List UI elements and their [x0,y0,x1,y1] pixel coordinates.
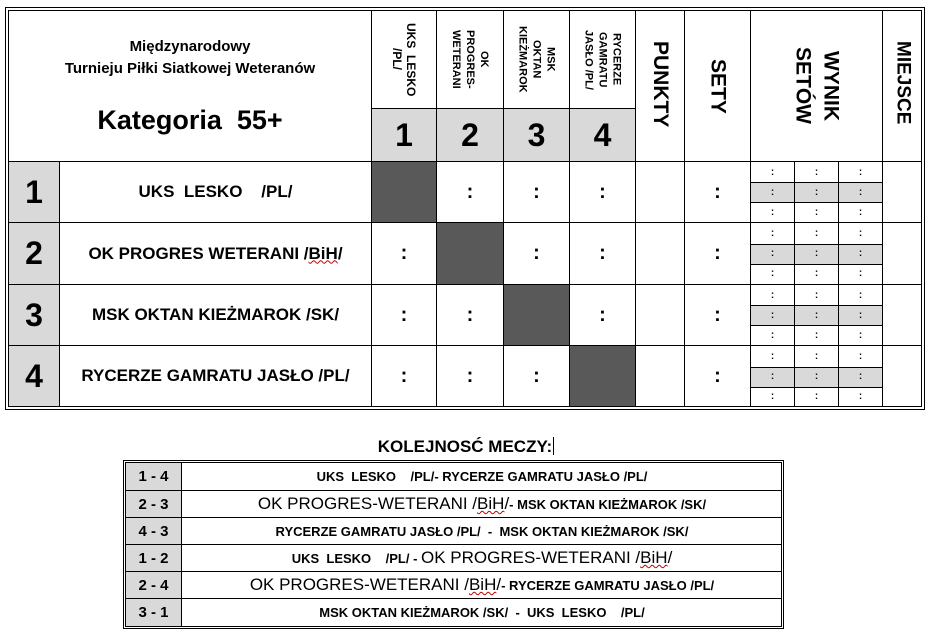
set-score-cell: : [770,370,775,382]
column-number-3: 3 [527,116,546,153]
set-results-header: WYNIK SETÓW [791,47,843,124]
place-header: MIEJSCE [892,41,914,125]
sets-cell: : [714,180,721,203]
row-number-4: 4 [25,357,43,394]
set-score-cell: : [770,186,775,198]
score-cell: : [599,303,606,326]
match-4: UKS LESKO /PL/ - OK PROGRES-WETERANI /BiH/ [291,548,673,567]
set-score-cell: : [814,329,819,341]
set-score-cell: : [814,166,819,178]
row-team-3: MSK OKTAN KIEŻMAROK /SK/ [91,305,340,324]
match-pair-1: 1 - 4 [138,468,169,485]
set-score-cell: : [770,247,775,259]
set-score-cell: : [814,350,819,362]
match-1: UKS LESKO /PL/ - RYCERZE GAMRATU JASŁO /PL/ [316,469,648,484]
row-number-3: 3 [25,296,43,333]
set-score-cell: : [858,350,863,362]
match-pair-2: 2 - 3 [138,495,169,513]
set-score-cell: : [858,309,863,321]
score-cell: : [599,180,606,203]
column-number-4: 4 [593,116,612,153]
set-score-cell: : [770,350,775,362]
set-score-cell: : [814,390,819,402]
set-score-cell: : [770,227,775,239]
set-score-cell: : [814,267,819,279]
column-number-2: 2 [461,116,479,153]
diagonal-cell-4 [570,346,635,406]
match-pair-5: 2 - 4 [138,576,169,594]
row-number-1: 1 [25,173,43,210]
set-score-cell: : [814,186,819,198]
column-number-1: 1 [395,116,413,153]
set-score-cell: : [858,267,863,279]
title-line-1: Międzynarodowy [129,38,251,55]
sets-header: SETY [706,59,730,114]
column-team-1: UKS LESKO /PL/ [390,22,418,97]
diagonal-cell-3 [504,285,569,345]
row-team-1: UKS LESKO /PL/ [138,182,293,201]
set-score-cell: : [858,247,863,259]
sets-cell: : [714,303,721,326]
set-score-cell: : [770,329,775,341]
set-score-cell: : [814,206,819,218]
category-label: Kategoria 55+ [97,104,283,135]
set-score-cell: : [770,206,775,218]
sets-cell: : [714,242,721,264]
column-team-3: MSK OKTAN KIEŻMAROK [516,26,557,93]
diagonal-cell-2 [437,223,503,284]
match-3: RYCERZE GAMRATU JASŁO /PL/ - MSK OKTAN KIEŻMAROK /SK/ [275,523,689,539]
match-5: OK PROGRES-WETERANI /BiH/ - RYCERZE GAMRATU JASŁO /PL/ [249,575,715,594]
row-number-2: 2 [25,235,43,271]
set-score-cell: : [858,390,863,402]
match-6: MSK OKTAN KIEŻMAROK /SK/ - UKS LESKO /PL/ [319,605,645,620]
match-pair-4: 1 - 2 [138,549,169,567]
column-team-4: RYCERZE GAMRATU JASŁO /PL/ [582,29,623,90]
set-score-cell: : [770,309,775,321]
column-team-2: OK PROGRES- WETERANI [450,30,490,89]
points-header: PUNKTY [649,41,672,128]
schedule-title: KOLEJNOSĆ MECZY: [377,437,553,456]
set-score-cell: : [770,289,775,301]
set-score-cell: : [814,370,819,382]
score-cell: : [400,303,408,326]
set-score-cell: : [858,329,863,341]
title-line-2: Turnieju Piłki Siatkowej Weteranów [64,60,316,77]
set-score-cell: : [858,227,863,239]
diagonal-cell-1 [372,162,436,222]
set-score-cell: : [770,267,775,279]
set-score-cell: : [770,390,775,402]
set-score-cell: : [814,289,819,301]
row-team-2: OK PROGRES WETERANI / BiH / [88,243,343,263]
set-score-cell: : [814,309,819,321]
match-pair-3: 4 - 3 [138,522,169,540]
set-score-cell: : [814,227,819,239]
row-team-4: RYCERZE GAMRATU JASŁO /PL/ [81,366,350,385]
sets-cell: : [714,364,721,387]
match-pair-6: 3 - 1 [138,604,169,621]
tournament-title [9,36,371,80]
score-cell: : [533,180,540,203]
score-cell: : [466,303,474,326]
set-score-cell: : [814,247,819,259]
score-cell: : [466,180,474,203]
set-score-cell: : [858,370,863,382]
set-score-cell: : [858,206,863,218]
score-cell: : [533,364,540,387]
set-score-cell: : [858,186,863,198]
set-score-cell: : [858,289,863,301]
score-cell: : [400,364,408,387]
score-cell: : [466,364,474,387]
set-score-cell: : [770,166,775,178]
score-cell: : [533,242,540,264]
match-2: OK PROGRES-WETERANI /BiH/ - MSK OKTAN KIEŻMAROK /SK/ [257,494,707,513]
set-score-cell: : [858,166,863,178]
score-cell: : [599,242,606,264]
score-cell: : [400,242,408,264]
